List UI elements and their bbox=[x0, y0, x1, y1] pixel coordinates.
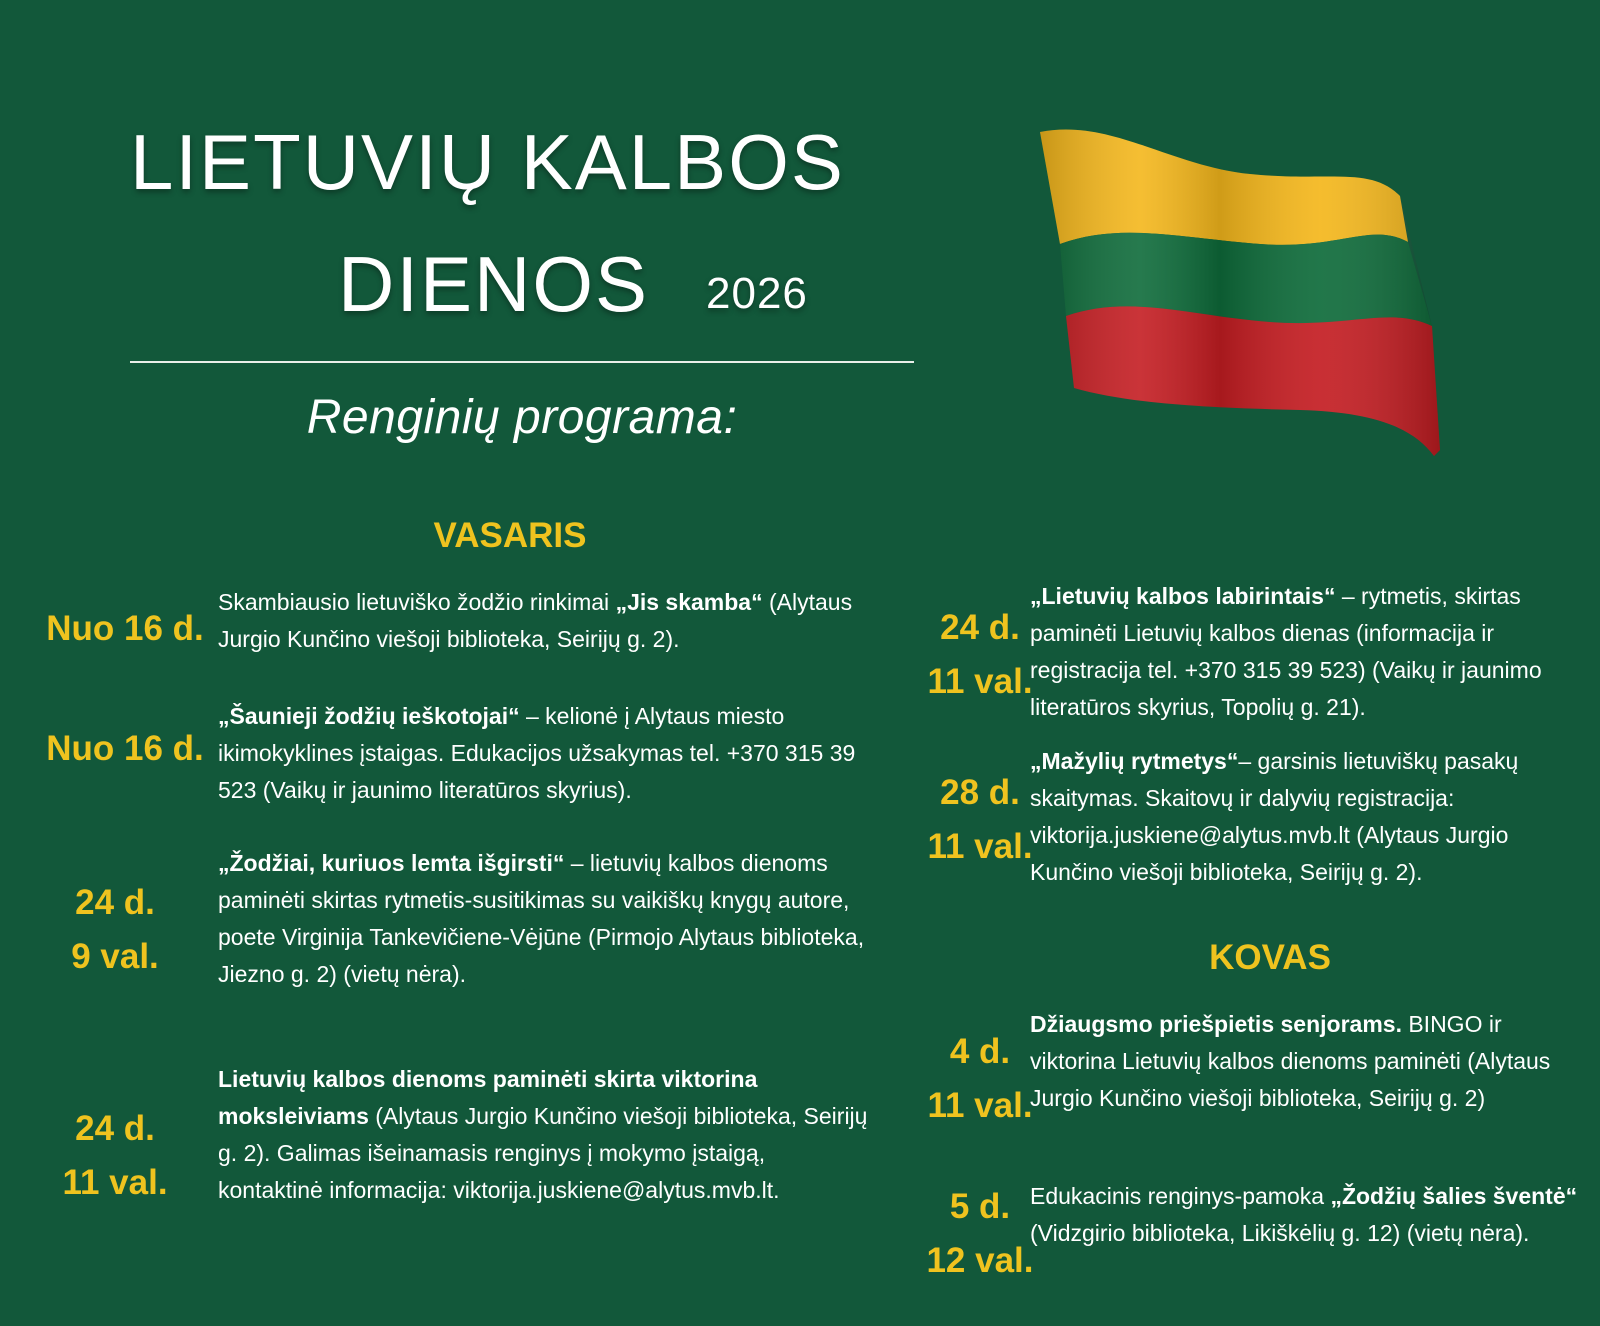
event-8-date: 5 d. 12 val. bbox=[926, 1187, 1034, 1280]
event-4-description: Lietuvių kalbos dienoms paminėti skirta viktorina moksleiviams (Alytaus Jurgio Kunčino viešoji biblioteka, Seirijų g. 2). Galimas išeinamasis renginys į mokymo įstaigą, kontaktinė informacija: viktorija.juskiene@alytus.mvb.lt. bbox=[218, 1066, 868, 1203]
event-5-description: „Lietuvių kalbos labirintais“ – rytmetis, skirtas paminėti Lietuvių kalbos dienas (informacija ir registracija tel. +370 315 39 523) (Vaikų ir jaunimo literatūros skyrius, Topolių g. 21). bbox=[1030, 583, 1542, 720]
event-6-date: 28 d. 11 val. bbox=[927, 773, 1033, 866]
event-5-date: 24 d. 11 val. bbox=[927, 608, 1033, 701]
title-line-1: LIETUVIŲ KALBOS bbox=[130, 118, 845, 206]
event-3-date: 24 d. 9 val. bbox=[71, 883, 159, 976]
event-2-date: Nuo 16 d. bbox=[46, 729, 204, 768]
event-6-description: „Mažylių rytmetys“– garsinis lietuviškų pasakų skaitymas. Skaitovų ir dalyvių registracija: viktorija.juskiene@alytus.mvb.lt (Alytaus Jurgio Kunčino viešoji biblioteka, Seirijų g. 2). bbox=[1030, 748, 1519, 885]
event-7-description: Džiaugsmo priešpietis senjorams. BINGO ir viktorina Lietuvių kalbos dienoms paminėti (Alytaus Jurgio Kunčino viešoji biblioteka, Seirijų g. 2) bbox=[1030, 1011, 1551, 1111]
title-year: 2026 bbox=[706, 269, 808, 318]
event-2-description: „Šaunieji žodžių ieškotojai“ – kelionė į Alytaus miesto ikimokyklines įstaigas. Edukacijos užsakymas tel. +370 315 39 523 (Vaikų ir jaunimo literatūros skyrius). bbox=[218, 703, 856, 803]
title-line-2: DIENOS bbox=[338, 240, 650, 328]
lithuanian-flag-image bbox=[1040, 126, 1480, 462]
event-8-description: Edukacinis renginys-pamoka „Žodžių šalies šventė“ (Vidzgirio biblioteka, Likiškėlių g. 12) (vietų nėra). bbox=[1030, 1183, 1578, 1246]
month-heading-kovas: KOVAS bbox=[1209, 938, 1331, 977]
event-4-date: 24 d. 11 val. bbox=[62, 1109, 168, 1202]
program-subtitle: Renginių programa: bbox=[306, 391, 738, 444]
event-1-description: Skambiausio lietuviško žodžio rinkimai „Jis skamba“ (Alytaus Jurgio Kunčino viešoji biblioteka, Seirijų g. 2). bbox=[218, 589, 853, 652]
event-1-date: Nuo 16 d. bbox=[46, 609, 204, 648]
title-divider bbox=[130, 361, 914, 363]
month-heading-vasaris: VASARIS bbox=[433, 516, 587, 555]
event-7-date: 4 d. 11 val. bbox=[927, 1032, 1033, 1125]
event-3-description: „Žodžiai, kuriuos lemta išgirsti“ – lietuvių kalbos dienoms paminėti skirtas rytmetis-susitikimas su vaikiškų knygų autore, poete Virginija Tankevičiene-Vėjūne (Pirmojo Alytaus biblioteka, Jiezno g. 2) (vietų nėra). bbox=[218, 850, 865, 987]
